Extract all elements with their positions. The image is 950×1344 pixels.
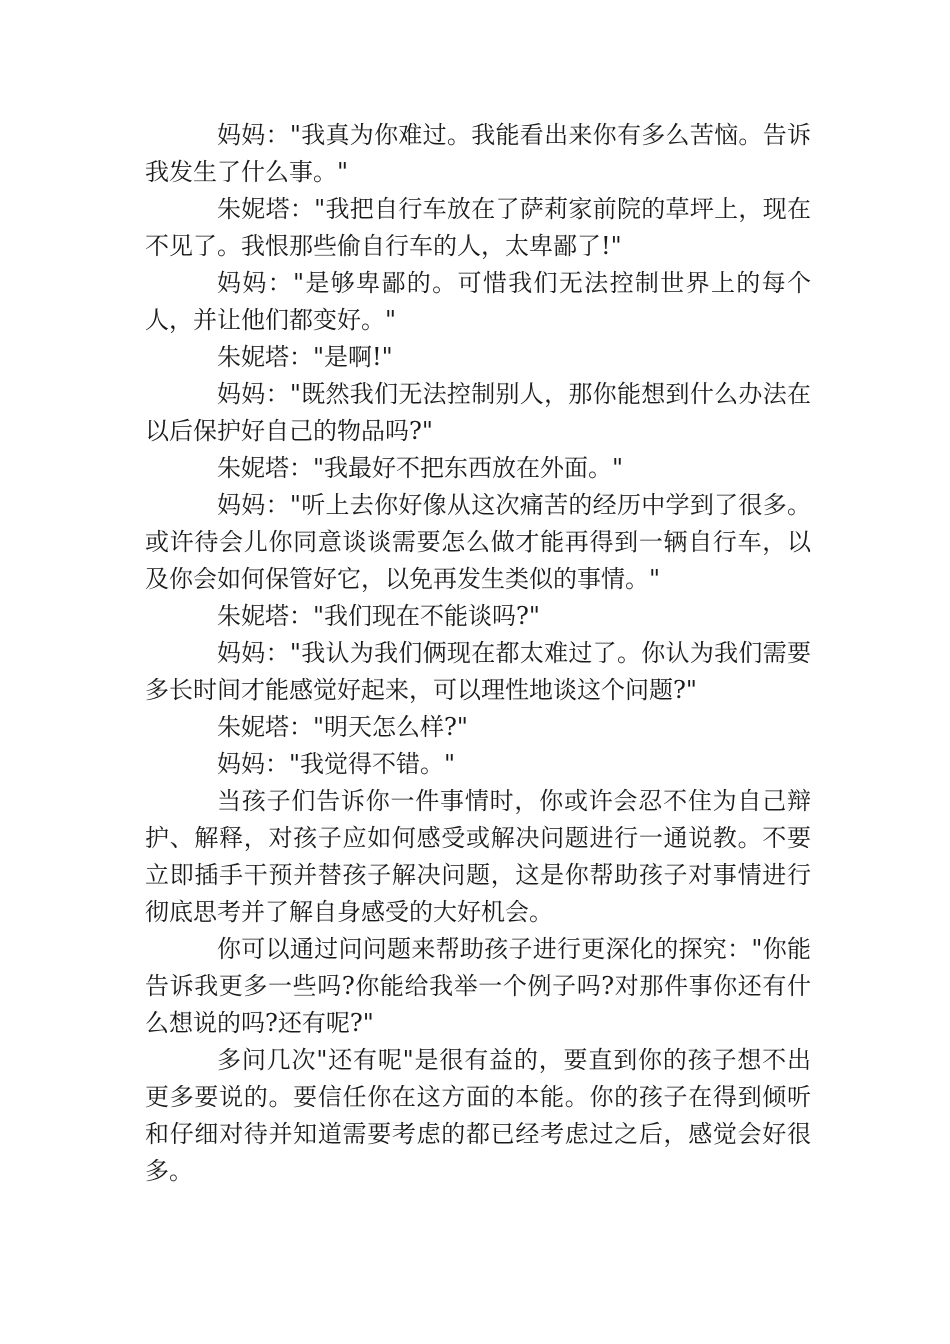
dialogue-mom-4: 妈妈："听上去你好像从这次痛苦的经历中学到了很多。或许待会儿你同意谈谈需要怎么做才能再得到一辆自行车，以及你会如何保管好它，以免再发生类似的事情。" [145,491,811,593]
dialogue-junita-4: 朱妮塔："我们现在不能谈吗?" [217,602,540,630]
body-paragraph-2: 你可以通过问问题来帮助孩子进行更深化的探究："你能告诉我更多一些吗?你能给我举一个例子吗?对那件事你还有什么想说的吗?还有呢?" [145,935,811,1037]
dialogue-mom-1: 妈妈："我真为你难过。我能看出来你有多么苦恼。告诉我发生了什么事。" [145,121,811,186]
dialogue-junita-3: 朱妮塔："我最好不把东西放在外面。" [217,454,624,482]
dialogue-mom-5: 妈妈："我认为我们俩现在都太难过了。你认为我们需要多长时间才能感觉好起来，可以理性地谈这个问题?" [145,639,811,704]
dialogue-junita-1: 朱妮塔："我把自行车放在了萨莉家前院的草坪上，现在不见了。我恨那些偷自行车的人，太卑鄙了!" [145,195,811,260]
document-body [145,117,811,1190]
dialogue-junita-2: 朱妮塔："是啊!" [217,343,393,371]
body-paragraph-3: 多问几次"还有呢"是很有益的，要直到你的孩子想不出更多要说的。要信任你在这方面的本能。你的孩子在得到倾听和仔细对待并知道需要考虑的都已经考虑过之后，感觉会好很多。 [145,1046,811,1185]
dialogue-mom-2: 妈妈："是够卑鄙的。可惜我们无法控制世界上的每个人，并让他们都变好。" [145,269,811,334]
body-paragraph-1: 当孩子们告诉你一件事情时，你或许会忍不住为自己辩护、解释，对孩子应如何感受或解决问题进行一通说教。不要立即插手干预并替孩子解决问题，这是你帮助孩子对事情进行彻底思考并了解自身感受的大好机会。 [145,787,811,926]
dialogue-mom-6: 妈妈："我觉得不错。" [217,750,456,778]
dialogue-mom-3: 妈妈："既然我们无法控制别人，那你能想到什么办法在以后保护好自己的物品吗?" [145,380,811,445]
dialogue-junita-5: 朱妮塔："明天怎么样?" [217,713,468,741]
